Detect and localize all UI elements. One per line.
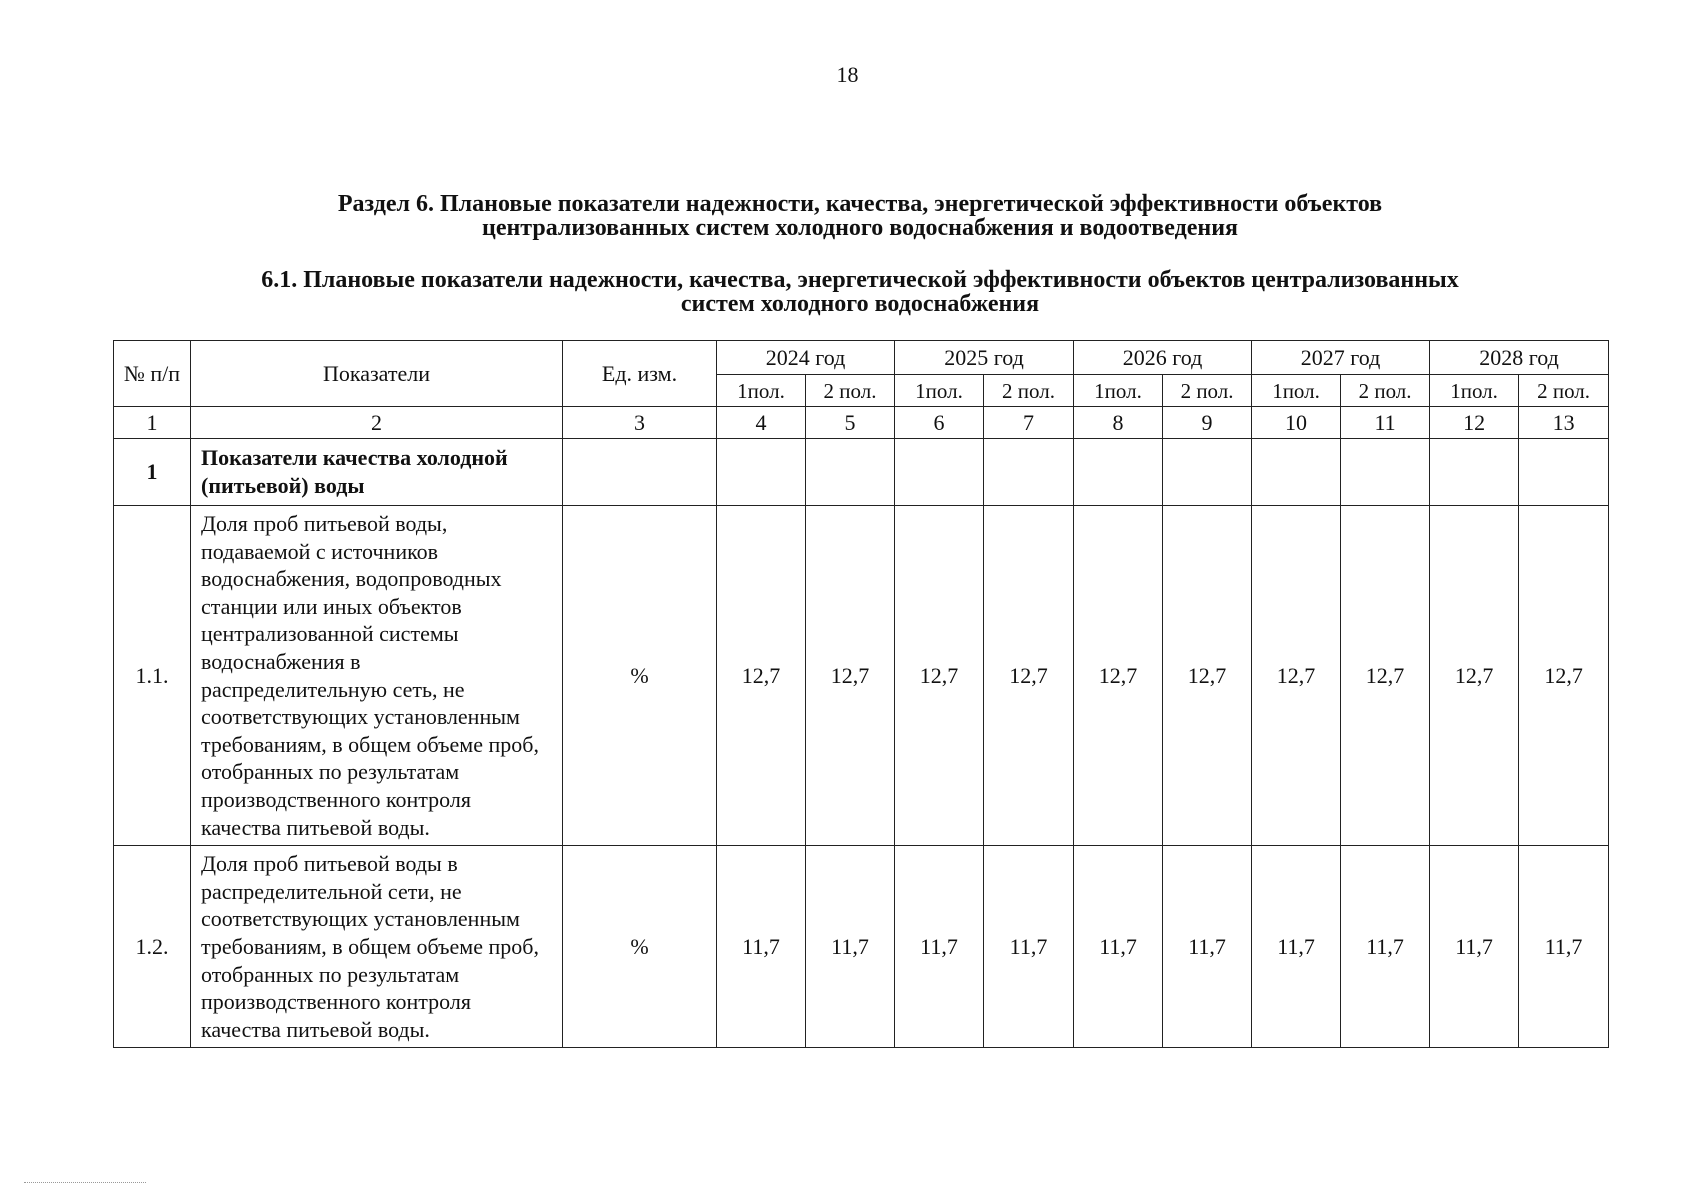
row-value xyxy=(1519,439,1609,506)
row-value: 11,7 xyxy=(1519,846,1609,1048)
column-number: 4 xyxy=(717,407,806,439)
subsection-title-line-2: систем холодного водоснабжения xyxy=(680,291,1040,317)
table-row-1-2 xyxy=(114,846,1609,1048)
header-year-2027: 2027 год xyxy=(1252,341,1430,375)
row-value: 11,7 xyxy=(806,846,895,1048)
header-half: 2 пол. xyxy=(1341,375,1430,407)
header-year-2025: 2025 год xyxy=(895,341,1074,375)
row-value: 12,7 xyxy=(984,506,1074,846)
row-indicator-name: Показатели качества холодной (питьевой) воды xyxy=(191,439,563,506)
row-value xyxy=(806,439,895,506)
row-value: 11,7 xyxy=(717,846,806,1048)
page-number: 18 xyxy=(836,62,859,87)
row-unit xyxy=(563,439,717,506)
row-value: 12,7 xyxy=(895,506,984,846)
row-value: 12,7 xyxy=(1163,506,1252,846)
row-value xyxy=(1252,439,1341,506)
column-number: 9 xyxy=(1163,407,1252,439)
header-half: 2 пол. xyxy=(1163,375,1252,407)
column-number: 3 xyxy=(563,407,717,439)
row-value: 11,7 xyxy=(895,846,984,1048)
column-number: 10 xyxy=(1252,407,1341,439)
column-number: 12 xyxy=(1430,407,1519,439)
row-value: 11,7 xyxy=(1163,846,1252,1048)
row-value xyxy=(984,439,1074,506)
row-value: 11,7 xyxy=(1252,846,1341,1048)
row-value xyxy=(1430,439,1519,506)
row-value xyxy=(1341,439,1430,506)
header-half: 1пол. xyxy=(1252,375,1341,407)
column-number: 13 xyxy=(1519,407,1609,439)
row-number: 1 xyxy=(114,439,191,506)
header-year-2028: 2028 год xyxy=(1430,341,1609,375)
column-number-row xyxy=(114,407,1609,439)
column-number: 7 xyxy=(984,407,1074,439)
row-value xyxy=(717,439,806,506)
row-unit: % xyxy=(563,506,717,846)
row-value xyxy=(1074,439,1163,506)
column-number: 1 xyxy=(114,407,191,439)
section-title-line-2: централизованных систем холодного водоснабжения и водоотведения xyxy=(481,215,1239,241)
column-number: 5 xyxy=(806,407,895,439)
row-indicator-name: Доля проб питьевой воды в распределительной сети, не соответствующих установленным требованиям, в общем объеме проб, отобранных по результатам производственного контроля качества питьевой воды. xyxy=(191,846,563,1048)
header-half: 1пол. xyxy=(1430,375,1519,407)
header-half: 1пол. xyxy=(895,375,984,407)
row-number: 1.1. xyxy=(114,506,191,846)
row-value: 12,7 xyxy=(806,506,895,846)
row-value: 12,7 xyxy=(1074,506,1163,846)
column-number: 2 xyxy=(191,407,563,439)
column-number: 8 xyxy=(1074,407,1163,439)
row-value: 12,7 xyxy=(1252,506,1341,846)
row-value xyxy=(1163,439,1252,506)
section-title-line-1: Раздел 6. Плановые показатели надежности, качества, энергетической эффективности объектов xyxy=(337,191,1383,217)
row-indicator-name: Доля проб питьевой воды, подаваемой с источников водоснабжения, водопроводных станции или иных объектов централизованной системы водоснабжения в распределительную сеть, не соответствующих установленным требованиям, в общем объеме проб, отобранных по результатам производственного контроля качества питьевой воды. xyxy=(191,506,563,846)
row-value: 12,7 xyxy=(1519,506,1609,846)
header-half: 2 пол. xyxy=(1519,375,1609,407)
row-number: 1.2. xyxy=(114,846,191,1048)
plan-indicators-table xyxy=(113,340,1609,1048)
header-indicator: Показатели xyxy=(191,341,563,407)
header-row-years xyxy=(114,341,1609,375)
table-row-group-1 xyxy=(114,439,1609,506)
row-value: 11,7 xyxy=(1341,846,1430,1048)
row-value: 12,7 xyxy=(1341,506,1430,846)
header-year-2024: 2024 год xyxy=(717,341,895,375)
header-half: 2 пол. xyxy=(984,375,1074,407)
header-num: № п/п xyxy=(114,341,191,407)
row-value: 11,7 xyxy=(1430,846,1519,1048)
column-number: 11 xyxy=(1341,407,1430,439)
subsection-title xyxy=(80,268,1640,316)
header-half: 2 пол. xyxy=(806,375,895,407)
row-value: 11,7 xyxy=(984,846,1074,1048)
footer-divider xyxy=(24,1182,146,1183)
row-unit: % xyxy=(563,846,717,1048)
subsection-title-line-1: 6.1. Плановые показатели надежности, качества, энергетической эффективности объектов централизованных xyxy=(261,267,1459,293)
table-row-1-1 xyxy=(114,506,1609,846)
section-title xyxy=(80,192,1640,240)
header-year-2026: 2026 год xyxy=(1074,341,1252,375)
row-value: 12,7 xyxy=(1430,506,1519,846)
header-half: 1пол. xyxy=(1074,375,1163,407)
header-unit: Ед. изм. xyxy=(563,341,717,407)
row-value: 12,7 xyxy=(717,506,806,846)
row-value xyxy=(895,439,984,506)
header-half: 1пол. xyxy=(717,375,806,407)
row-value: 11,7 xyxy=(1074,846,1163,1048)
column-number: 6 xyxy=(895,407,984,439)
